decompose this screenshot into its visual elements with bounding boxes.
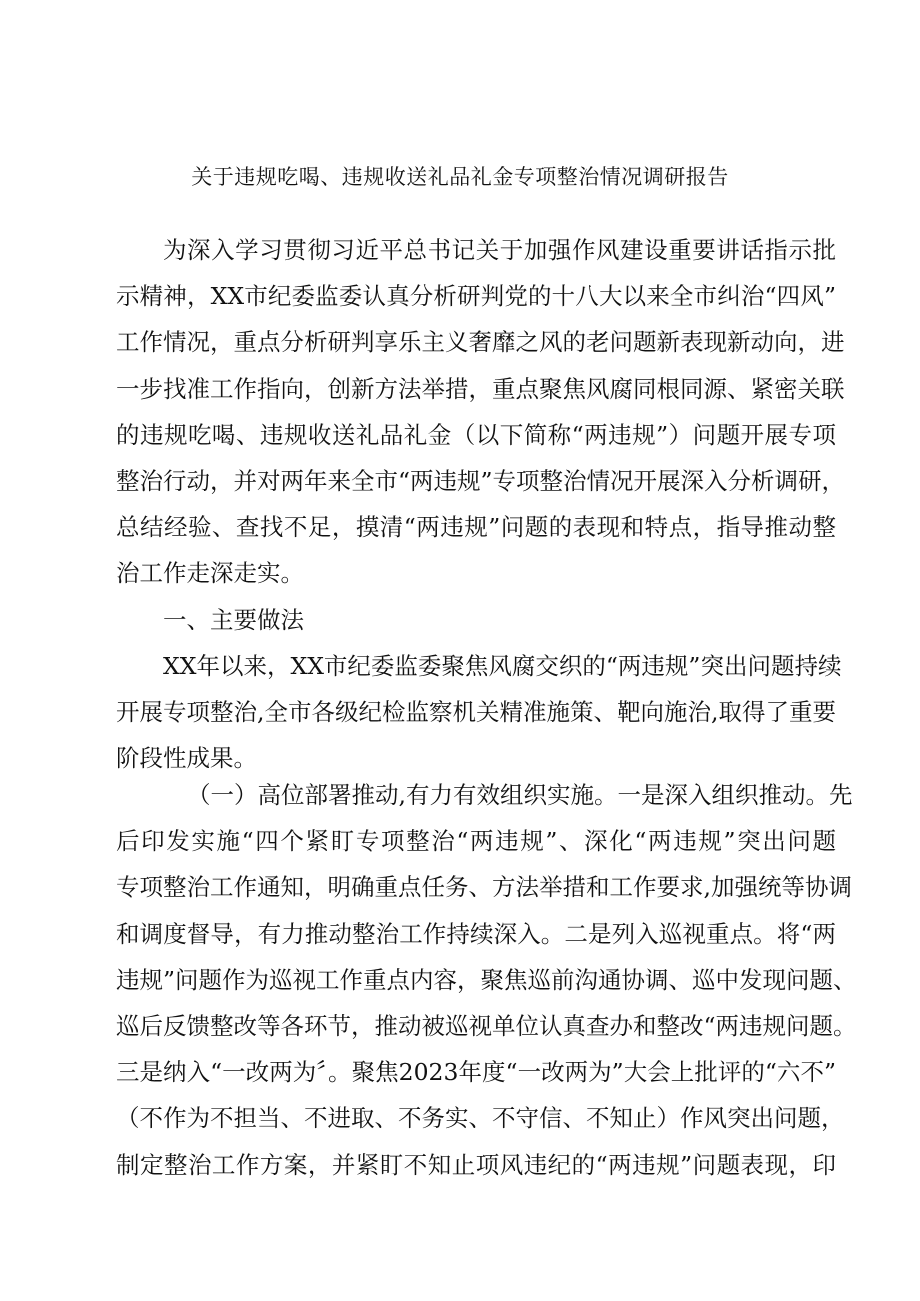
text-line: 和调度督导，有力推动整治工作持续深入。二是列入巡视重点。将“两 bbox=[116, 919, 836, 948]
paragraph-section-1 bbox=[116, 643, 842, 782]
paragraph-subsection-1 bbox=[116, 772, 857, 1188]
text-line: 整治行动，并对两年来全市“两违规”专项整治情况开展深入分析调研， bbox=[116, 466, 846, 495]
text-line: 专项整治工作通知，明确重点任务、方法举措和工作要求,加强统等协调 bbox=[116, 873, 852, 902]
text-line: 后印发实施“四个紧盯专项整治“两违规”、深化“两违规”突出问题 bbox=[116, 827, 836, 856]
section-heading bbox=[116, 597, 836, 643]
section-heading-text: 一、主要做法 bbox=[163, 606, 304, 634]
text-line: 制定整治工作方案，并紧盯不知止项风违纪的“两违规”问题表现，印 bbox=[116, 1150, 836, 1179]
text-line: 工作情况，重点分析研判享乐主义奢靡之风的老问题新表现新动向，进 bbox=[116, 328, 845, 357]
text-line: 示精神，XX市纪委监委认真分析研判党的十八大以来全市纠治“四风” bbox=[116, 282, 836, 311]
text-line: 一步找准工作指向，创新方法举措，重点聚焦风腐同根同源、紧密关联 bbox=[116, 374, 845, 403]
text-line: 开展专项整治,全市各级纪检监察机关精准施策、靶向施治,取得了重要 bbox=[116, 698, 836, 727]
text-line: 违规”问题作为巡视工作重点内容，聚焦巡前沟通协调、巡中发现问题、 bbox=[116, 965, 857, 994]
text-line: XX年以来，XX市纪委监委聚焦风腐交织的“两违规”突出问题持续 bbox=[163, 652, 842, 680]
text-line: 巡后反馈整改等各环节，推动被巡视单位认真查办和整改“两违规问题。 bbox=[116, 1011, 857, 1040]
text-line: 总结经验、查找不足，摸清“两违规”问题的表现和特点，指导推动整 bbox=[116, 513, 836, 542]
text-line: （一）高位部署推动,有力有效组织实施。一是深入组织推动。先 bbox=[187, 781, 853, 809]
text-line: 三是纳入“一改两为〞。聚焦2023年度“一改两为”大会上批评的“六不” bbox=[116, 1058, 836, 1087]
text-line: 治工作走深走实。 bbox=[116, 559, 304, 588]
text-line: （不作为不担当、不进取、不务实、不守信、不知止）作风突出问题， bbox=[116, 1104, 845, 1133]
text-line: 阶段性成果。 bbox=[116, 744, 257, 773]
text-line: 为深入学习贯彻习近平总书记关于加强作风建设重要讲话指示批 bbox=[163, 236, 836, 264]
paragraph-intro bbox=[116, 227, 846, 597]
document-title: 关于违规吃喝、违规收送礼品礼金专项整治情况调研报告 bbox=[191, 165, 729, 189]
text-line: 的违规吃喝、违规收送礼品礼金（以下简称“两违规”）问题开展专项 bbox=[116, 420, 836, 449]
